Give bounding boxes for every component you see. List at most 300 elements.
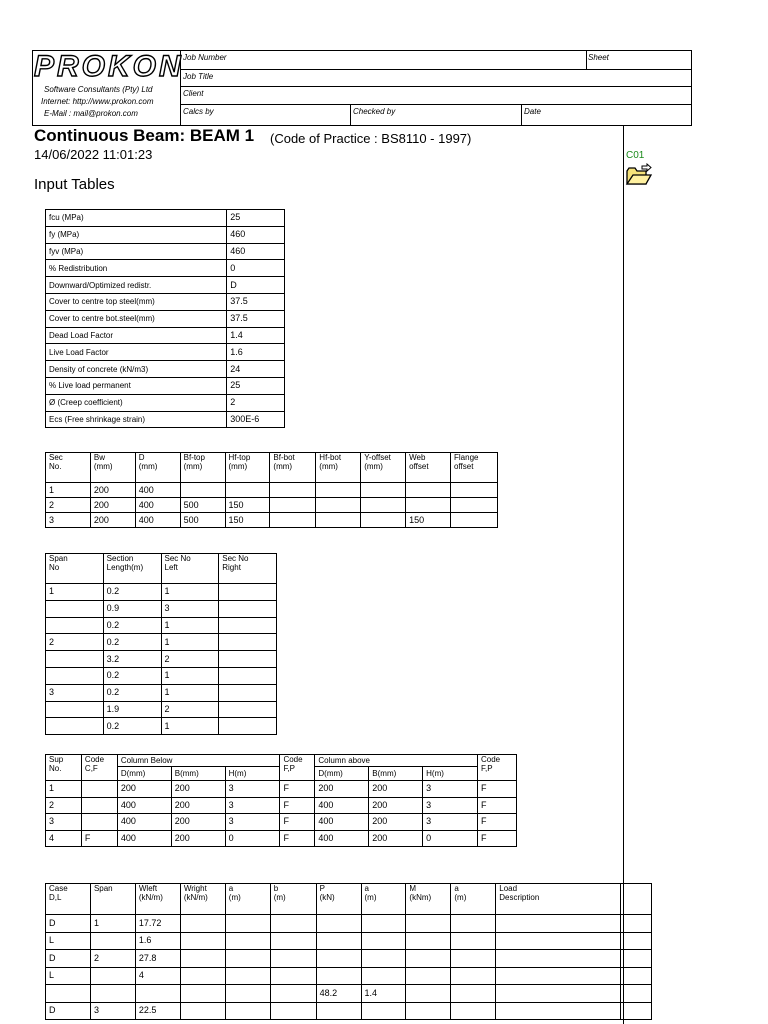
- table-cell: [451, 950, 496, 968]
- header-cell: Web offset: [406, 453, 451, 483]
- header-cell: Hf-top (mm): [225, 453, 270, 483]
- table-cell: [451, 483, 498, 498]
- table-row: [46, 915, 652, 933]
- header-divider: [180, 86, 692, 87]
- table-cell: [270, 915, 316, 933]
- header-cell: [621, 884, 652, 915]
- table-cell: 400: [315, 797, 369, 814]
- table-cell: D: [46, 915, 91, 933]
- header-row: [46, 453, 498, 483]
- table-cell: [225, 1002, 270, 1020]
- table-cell: 2: [46, 634, 104, 651]
- table-cell: [270, 985, 316, 1003]
- header-divider: [180, 69, 692, 70]
- table-cell: [406, 932, 451, 950]
- table-cell: [219, 634, 277, 651]
- table-cell: [316, 915, 361, 933]
- table-row: [46, 513, 498, 528]
- header-cell: Bf-bot (mm): [270, 453, 316, 483]
- table-cell: [46, 701, 104, 718]
- parameter-value: 37.5: [227, 293, 285, 310]
- table-row: [46, 781, 517, 798]
- table-cell: [90, 985, 135, 1003]
- table-cell: [90, 967, 135, 985]
- table-cell: [361, 483, 406, 498]
- table-cell: 500: [180, 498, 225, 513]
- table-cell: [81, 814, 117, 831]
- table-cell: 0.9: [103, 600, 161, 617]
- parameter-label: Density of concrete (kN/m3): [46, 361, 227, 378]
- table-cell: [496, 1002, 621, 1020]
- table-row: [46, 377, 285, 394]
- page-title: Continuous Beam: BEAM 1: [34, 126, 255, 145]
- header-cell: Span No: [46, 554, 104, 584]
- table-cell: 3.2: [103, 651, 161, 668]
- table-cell: 3: [161, 600, 219, 617]
- parameter-label: Ø (Creep coefficient): [46, 394, 227, 411]
- table-row: [46, 411, 285, 428]
- table-cell: [46, 718, 104, 735]
- table-cell: [361, 967, 406, 985]
- table-cell: [90, 932, 135, 950]
- parameter-label: Downward/Optimized redistr.: [46, 277, 227, 294]
- table-cell: 1: [90, 915, 135, 933]
- table-cell: [621, 915, 652, 933]
- table-row: [46, 814, 517, 831]
- table-row: [46, 310, 285, 327]
- table-cell: 200: [369, 830, 423, 847]
- table-cell: [496, 932, 621, 950]
- header-divider: [180, 104, 692, 105]
- table-row: [46, 226, 285, 243]
- table-row: [46, 830, 517, 847]
- table-cell: [496, 950, 621, 968]
- table-cell: 400: [315, 814, 369, 831]
- header-cell: Sec No Left: [161, 554, 219, 584]
- header-cell: H(m): [225, 767, 280, 781]
- table-cell: 400: [135, 498, 180, 513]
- table-cell: [219, 651, 277, 668]
- table-cell: [406, 967, 451, 985]
- table-cell: [46, 985, 91, 1003]
- table-cell: [225, 483, 270, 498]
- table-cell: 22.5: [135, 1002, 180, 1020]
- table-cell: 200: [171, 797, 225, 814]
- table-cell: D: [46, 1002, 91, 1020]
- parameter-value: 460: [227, 226, 285, 243]
- parameter-label: Live Load Factor: [46, 344, 227, 361]
- parameter-value: 25: [227, 377, 285, 394]
- table-cell: 400: [117, 797, 171, 814]
- header-cell: H(m): [423, 767, 478, 781]
- table-cell: [225, 915, 270, 933]
- header-cell: Load Description: [496, 884, 621, 915]
- table-cell: F: [280, 814, 315, 831]
- table-cell: 1: [161, 718, 219, 735]
- table-cell: 1: [161, 667, 219, 684]
- table-cell: 3: [225, 814, 280, 831]
- table-cell: 0.2: [103, 718, 161, 735]
- table-cell: [451, 1002, 496, 1020]
- table-cell: L: [46, 932, 91, 950]
- table-cell: D: [46, 950, 91, 968]
- table-cell: [451, 932, 496, 950]
- table-cell: [406, 498, 451, 513]
- table-cell: [406, 985, 451, 1003]
- table-cell: [225, 985, 270, 1003]
- loads-table: [45, 883, 652, 1020]
- table-cell: [621, 950, 652, 968]
- table-row: [46, 293, 285, 310]
- table-cell: [316, 967, 361, 985]
- table-cell: 0.2: [103, 584, 161, 601]
- date-time: 14/06/2022 11:01:23: [34, 147, 153, 162]
- header-cell: Column above: [315, 755, 478, 767]
- table-row: [46, 394, 285, 411]
- table-cell: F: [280, 797, 315, 814]
- table-cell: 200: [315, 781, 369, 798]
- table-cell: [180, 985, 225, 1003]
- table-cell: [219, 701, 277, 718]
- header-cell: Flange offset: [451, 453, 498, 483]
- parameter-label: Cover to centre top steel(mm): [46, 293, 227, 310]
- header-cell: D(mm): [117, 767, 171, 781]
- parameter-label: Dead Load Factor: [46, 327, 227, 344]
- parameter-value: 24: [227, 361, 285, 378]
- table-cell: [225, 950, 270, 968]
- table-row: [46, 277, 285, 294]
- table-cell: [270, 967, 316, 985]
- table-cell: [180, 967, 225, 985]
- header-cell: a (m): [361, 884, 406, 915]
- table-cell: [219, 718, 277, 735]
- table-cell: [270, 932, 316, 950]
- table-cell: [451, 498, 498, 513]
- table-cell: 3: [423, 781, 478, 798]
- table-cell: F: [280, 830, 315, 847]
- table-cell: 1.9: [103, 701, 161, 718]
- parameter-value: 25: [227, 210, 285, 227]
- table-cell: [81, 797, 117, 814]
- table-row: [46, 327, 285, 344]
- client-label: Client: [183, 89, 204, 98]
- table-cell: [316, 950, 361, 968]
- table-cell: [316, 498, 361, 513]
- table-cell: 4: [135, 967, 180, 985]
- table-cell: 1: [46, 483, 91, 498]
- table-row: [46, 243, 285, 260]
- table-cell: F: [478, 797, 517, 814]
- parameter-label: fy (MPa): [46, 226, 227, 243]
- header-cell: P (kN): [316, 884, 361, 915]
- prokon-logo: PROKON: [34, 50, 184, 83]
- parameter-value: D: [227, 277, 285, 294]
- table-row: [46, 210, 285, 227]
- table-cell: [316, 1002, 361, 1020]
- parameter-label: % Redistribution: [46, 260, 227, 277]
- table-cell: [451, 513, 498, 528]
- parameters-table: [45, 209, 285, 428]
- spans-table: [45, 553, 277, 735]
- table-cell: [46, 600, 104, 617]
- table-cell: [361, 1002, 406, 1020]
- table-row: [46, 584, 277, 601]
- table-cell: [270, 1002, 316, 1020]
- table-cell: F: [280, 781, 315, 798]
- table-cell: 1: [161, 584, 219, 601]
- table-cell: 400: [117, 830, 171, 847]
- table-cell: 3: [225, 797, 280, 814]
- table-cell: 200: [171, 781, 225, 798]
- table-cell: 200: [171, 830, 225, 847]
- parameter-value: 300E-6: [227, 411, 285, 428]
- company-name: Software Consultants (Pty) Ltd: [44, 85, 153, 94]
- table-cell: [496, 967, 621, 985]
- table-cell: 1: [161, 617, 219, 634]
- table-cell: 17.72: [135, 915, 180, 933]
- table-cell: 200: [117, 781, 171, 798]
- table-cell: 200: [369, 797, 423, 814]
- table-cell: 1.6: [135, 932, 180, 950]
- table-cell: 2: [161, 701, 219, 718]
- table-cell: [451, 915, 496, 933]
- table-cell: 3: [225, 781, 280, 798]
- table-cell: [46, 617, 104, 634]
- header-cell: M (kNm): [406, 884, 451, 915]
- table-cell: [316, 513, 361, 528]
- table-cell: 3: [90, 1002, 135, 1020]
- header-cell: b (m): [270, 884, 316, 915]
- table-cell: L: [46, 967, 91, 985]
- table-cell: 200: [90, 513, 135, 528]
- header-cell: D (mm): [135, 453, 180, 483]
- header-cell: Sec No Right: [219, 554, 277, 584]
- checked-by-label: Checked by: [353, 107, 396, 116]
- parameter-label: fyv (MPa): [46, 243, 227, 260]
- table-cell: 400: [135, 513, 180, 528]
- table-cell: [406, 1002, 451, 1020]
- table-cell: [451, 985, 496, 1003]
- table-cell: 3: [46, 513, 91, 528]
- parameter-label: fcu (MPa): [46, 210, 227, 227]
- table-cell: [225, 967, 270, 985]
- table-cell: 150: [225, 513, 270, 528]
- table-cell: 400: [117, 814, 171, 831]
- table-row: [46, 651, 277, 668]
- parameter-label: Ecs (Free shrinkage strain): [46, 411, 227, 428]
- table-cell: 1: [46, 584, 104, 601]
- header-cell: D(mm): [315, 767, 369, 781]
- table-cell: [496, 985, 621, 1003]
- table-cell: [225, 932, 270, 950]
- header-cell: Bf-top (mm): [180, 453, 225, 483]
- table-cell: 0.2: [103, 667, 161, 684]
- table-cell: [361, 950, 406, 968]
- header-divider: [350, 104, 351, 126]
- header-row: [46, 884, 652, 915]
- table-cell: [46, 667, 104, 684]
- table-cell: 48.2: [316, 985, 361, 1003]
- table-cell: 0: [423, 830, 478, 847]
- table-row: [46, 950, 652, 968]
- job-title-label: Job Title: [183, 72, 214, 81]
- table-cell: F: [81, 830, 117, 847]
- table-cell: 1: [161, 684, 219, 701]
- table-cell: 4: [46, 830, 82, 847]
- table-cell: 3: [46, 684, 104, 701]
- table-row: [46, 260, 285, 277]
- table-cell: [316, 483, 361, 498]
- table-cell: 2: [46, 498, 91, 513]
- table-cell: [361, 932, 406, 950]
- supports-table: [45, 754, 517, 847]
- table-cell: [406, 915, 451, 933]
- open-folder-icon[interactable]: [624, 163, 654, 192]
- table-cell: [621, 967, 652, 985]
- table-cell: [496, 915, 621, 933]
- header-cell: a (m): [451, 884, 496, 915]
- table-row: [46, 634, 277, 651]
- table-cell: [219, 684, 277, 701]
- table-cell: 1.4: [361, 985, 406, 1003]
- table-cell: [270, 498, 316, 513]
- table-cell: [361, 513, 406, 528]
- table-cell: 200: [369, 781, 423, 798]
- table-cell: [316, 932, 361, 950]
- header-cell: Bw (mm): [90, 453, 135, 483]
- table-cell: [180, 483, 225, 498]
- table-cell: 200: [90, 483, 135, 498]
- table-cell: [270, 950, 316, 968]
- table-cell: 27.8: [135, 950, 180, 968]
- parameter-value: 1.6: [227, 344, 285, 361]
- header-cell: Case D,L: [46, 884, 91, 915]
- table-cell: F: [478, 814, 517, 831]
- table-cell: F: [478, 830, 517, 847]
- header-cell: Sup No.: [46, 755, 82, 781]
- header-cell: Code F,P: [280, 755, 315, 781]
- table-cell: 400: [135, 483, 180, 498]
- table-row: [46, 718, 277, 735]
- company-internet: Internet: http://www.prokon.com: [41, 97, 154, 106]
- header-cell: B(mm): [369, 767, 423, 781]
- table-row: [46, 932, 652, 950]
- table-row: [46, 498, 498, 513]
- table-cell: 200: [369, 814, 423, 831]
- calcs-by-label: Calcs by: [183, 107, 214, 116]
- table-cell: [135, 985, 180, 1003]
- table-cell: [361, 498, 406, 513]
- header-cell: Hf-bot (mm): [316, 453, 361, 483]
- header-divider: [586, 50, 587, 69]
- table-cell: 0.2: [103, 684, 161, 701]
- header-cell: Wleft (kN/m): [135, 884, 180, 915]
- job-number-label: Job Number: [183, 53, 227, 62]
- table-cell: F: [478, 781, 517, 798]
- table-row: [46, 483, 498, 498]
- table-row: [46, 967, 652, 985]
- parameter-label: Cover to centre bot.steel(mm): [46, 310, 227, 327]
- table-cell: 1: [161, 634, 219, 651]
- header-cell: Code C,F: [81, 755, 117, 781]
- table-cell: 150: [225, 498, 270, 513]
- table-row: [46, 701, 277, 718]
- table-row: [46, 600, 277, 617]
- table-cell: [270, 483, 316, 498]
- parameter-value: 460: [227, 243, 285, 260]
- table-cell: [621, 985, 652, 1003]
- table-cell: [219, 600, 277, 617]
- header-divider: [521, 104, 522, 126]
- table-row: [46, 361, 285, 378]
- parameter-value: 37.5: [227, 310, 285, 327]
- table-cell: [621, 1002, 652, 1020]
- date-label: Date: [524, 107, 541, 116]
- header-cell: Y-offset (mm): [361, 453, 406, 483]
- table-cell: [270, 513, 316, 528]
- table-cell: [180, 915, 225, 933]
- parameter-label: % Live load permanent: [46, 377, 227, 394]
- table-cell: [621, 932, 652, 950]
- table-row: [46, 344, 285, 361]
- parameter-value: 0: [227, 260, 285, 277]
- parameter-value: 1.4: [227, 327, 285, 344]
- table-cell: 2: [161, 651, 219, 668]
- table-cell: [406, 483, 451, 498]
- table-cell: 2: [90, 950, 135, 968]
- parameter-value: 2: [227, 394, 285, 411]
- table-cell: 400: [315, 830, 369, 847]
- table-cell: 3: [423, 797, 478, 814]
- table-row: [46, 667, 277, 684]
- company-email: E-Mail : mail@prokon.com: [44, 109, 138, 118]
- side-label[interactable]: C01: [626, 150, 645, 161]
- code-of-practice: (Code of Practice : BS8110 - 1997): [270, 131, 472, 146]
- table-cell: [46, 651, 104, 668]
- header-cell: Section Length(m): [103, 554, 161, 584]
- table-cell: [451, 967, 496, 985]
- header-cell: Sec No.: [46, 453, 91, 483]
- table-cell: 200: [90, 498, 135, 513]
- section-title: Input Tables: [34, 176, 115, 193]
- table-row: [46, 684, 277, 701]
- table-row: [46, 985, 652, 1003]
- header-cell: Column Below: [117, 755, 280, 767]
- table-cell: 3: [423, 814, 478, 831]
- table-row: [46, 797, 517, 814]
- table-cell: 0: [225, 830, 280, 847]
- header-row: [46, 554, 277, 584]
- table-cell: 150: [406, 513, 451, 528]
- table-cell: 2: [46, 797, 82, 814]
- sheet-label: Sheet: [588, 53, 609, 62]
- header-cell: Wright (kN/m): [180, 884, 225, 915]
- table-cell: 500: [180, 513, 225, 528]
- header-cell: a (m): [225, 884, 270, 915]
- table-cell: [180, 950, 225, 968]
- table-row: [46, 617, 277, 634]
- table-row: [46, 1002, 652, 1020]
- header-cell: Span: [90, 884, 135, 915]
- table-cell: 1: [46, 781, 82, 798]
- header-cell: B(mm): [171, 767, 225, 781]
- table-cell: [219, 584, 277, 601]
- table-cell: [361, 915, 406, 933]
- table-cell: [81, 781, 117, 798]
- table-cell: [180, 932, 225, 950]
- table-cell: [219, 617, 277, 634]
- table-cell: 200: [171, 814, 225, 831]
